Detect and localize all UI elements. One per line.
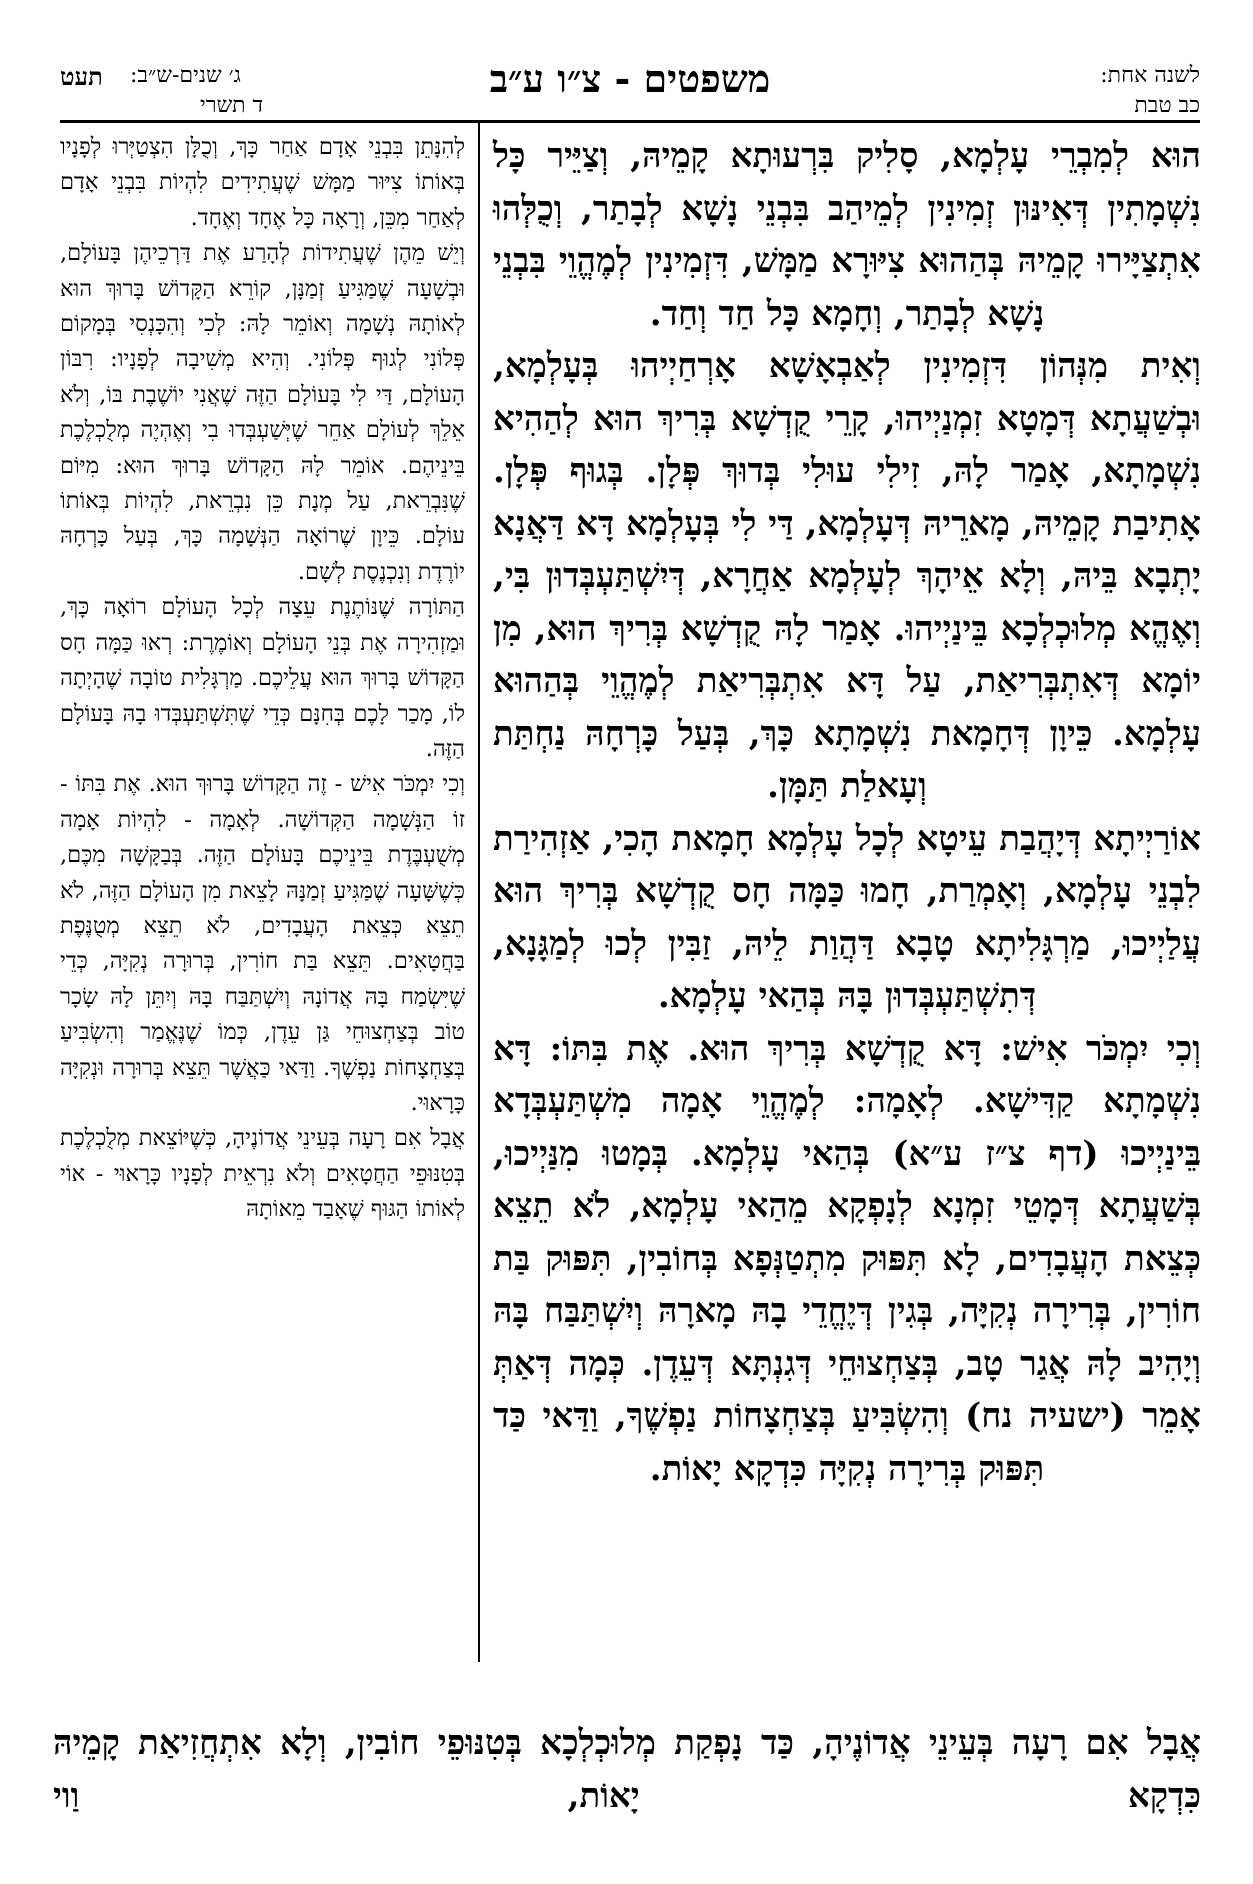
translation-paragraph: וְיֵשׁ מֵהֶן שֶׁעֲתִידוֹת לְהָרַע אֶת דַּרְכֵיהֶן בָּעוֹלָם, וּבְשָׁעָה שֶׁמַּגִּיעַ זְמַנָּן, קוֹרֵא הַקָּדוֹשׁ בָּרוּךְ הוּא לְאוֹתָהּ נְשָׁמָה וְאוֹמֵר לָהּ: לְכִי וְהִכָּנְסִי בְּמָקוֹם פְּלוֹנִי לְגוּף פְּלוֹנִי. וְהִיא מְשִׁיבָה לְפָנָיו: רִבּוֹן הָעוֹלָם, דַּי לִי בָּעוֹלָם הַזֶּה שֶׁאֲנִי יוֹשֶׁבֶת בּוֹ, וְלֹא אֵלֵךְ לְעוֹלָם אַחֵר שֶׁיְּשַׁעְבְּדוּ בִי וְאֶהְיֶה מְלֻכְלֶכֶת בֵּינֵיהֶם. אוֹמֵר לָהּ הַקָּדוֹשׁ בָּרוּךְ הוּא: מִיּוֹם שֶׁנִּבְרֵאת, עַל מְנָת כֵּן נִבְרֵאת, לִהְיוֹת בְּאוֹתוֹ עוֹלָם. כֵּיוָן שֶׁרוֹאָה הַנְּשָׁמָה כָּךְ, בְּעַל כָּרְחָהּ יוֹרֶדֶת וְנִכְנֶסֶת לְשָׁם. [60, 240, 465, 585]
translation-paragraph: הַתּוֹרָה שֶׁנּוֹתֶנֶת עֵצָה לְכָל הָעוֹלָם רוֹאָה כָּךְ, וּמַזְהִירָה אֶת בְּנֵי הָעוֹלָם וְאוֹמֶרֶת: רְאוּ כַּמָּה חָס הַקָּדוֹשׁ בָּרוּךְ הוּא עֲלֵיכֶם. מַרְגָּלִית טוֹבָה שֶׁהָיְתָה לוֹ, מָכַר לָכֶם בְּחִנָּם כְּדֵי שֶׁתִּשְׁתַּעְבְּדוּ בָהּ בָּעוֹלָם הַזֶּה. [60, 594, 465, 762]
main-paragraph: וְאִית מִנְּהוֹן דִּזְמִינִין לְאַבְאָשָׁא אָרְחַיְיהוּ בְּעָלְמָא, וּבְשַׁעֲתָא דְּמָטָא זִמְנַיְיהוּ, קָרֵי קֻדְשָׁא בְּרִיךְ הוּא לְהַהִיא נִשְׁמָתָא, אָמַר לָהּ, זִילִי עוּלִי בְּדוּךְ פְּלָן. בְּגוּף פְּלָן. אָתִיבַת קָמֵיהּ, מָארֵיהּ דְּעָלְמָא, דַּי לִי בְּעָלְמָא דָּא דַּאֲנָא יָתְבָא בֵּיהּ, וְלָא אֵיהָךְ לְעָלְמָא אַחֲרָא, דְּיִשְׁתַּעְבְּדוּן בִּי, וְאֶהֱא מְלוּכְלְכָא בֵּינַיְיהוּ. אָמַר לָהּ קֻדְשָׁא בְּרִיךְ הוּא, מִן יוֹמָא דְּאִתְבְּרִיאַת, עַל דָּא אִתְבְּרִיאַת לְמֶהֱוֵי בְּהַהוּא עָלְמָא. כֵּיוָן דְּחָמָאת נִשְׁמָתָא כָּךְ, בְּעַל כָּרְחָהּ נַחְתַּת וְעָאלַת תַּמָּן. [493, 346, 1201, 806]
bottom-paragraph: אֲבָל אִם רָעָה בְּעֵינֵי אֲדוֹנֶיהָ, כַּד נָפְקַת מְלוּכְלְכָא בְּטִנּוּפֵי חוֹבִין, וְלָא אִתְחֲזִיאַת קָמֵיהּ כִּדְקָא יָאוֹת, וַוי [53, 1723, 1201, 1816]
daily-study-label: לשנה אחת: [1100, 63, 1200, 88]
main-paragraph: הוּא לְמִבְרֵי עָלְמָא, סָלִיק בִּרְעוּתָא קָמֵיהּ, וְצַיֵּיר כָּל נִשְׁמָתִין דְּאִינּוּן זְמִינִין לְמֵיהַב בִּבְנֵי נָשָׁא לְבָתַר, וְכֻלְּהוּ אִתְצַיָּירוּ קָמֵיהּ בְּהַהוּא צִיּוּרָא מַמָּשׁ, דִּזְמִינִין לְמֶהֱוֵי בִּבְנֵי נָשָׁא לְבָתַר, וְחָמָא כָּל חַד וְחַד. [493, 136, 1201, 334]
cycle-date: ד תשרי [200, 93, 264, 118]
main-paragraph: וְכִי יִמְכֹּר אִישׁ: דָּא קֻדְשָׁא בְּרִיךְ הוּא. אֶת בִּתּוֹ: דָּא נִשְׁמָתָא קַדִּישָׁא. לְאָמָה: לְמֶהֱוֵי אָמָה מִשְׁתַּעְבְּדָא בֵּינַיְיכוּ (דף צ״ז ע״א) בְּהַאי עָלְמָא. בְּמָטוּ מִנַּיְיכוּ, בְּשַׁעֲתָא דְּמָטֵי זִמְנָא לְנָפְקָא מֵהַאי עָלְמָא, לֹא תֵצֵא כְּצֵאת הָעֲבָדִים, לָא תִּפּוּק מִתְטַנְּפָא בְּחוֹבִין, תִּפּוּק בַּת חוֹרִין, בְּרִירָה נְקִיָּה, בְּגִין דְּיֶחֱדֵי בָהּ מָארָהּ וְיִשְׁתַּבַּח בָּהּ וְיָהִיב לָהּ אֲגַר טָב, בְּצַחְצוּחֵי דְּגִנְתָּא דְּעֵדֶן. כְּמָה דְּאַתְּ אָמֵר (ישעיה נח) וְהִשְׂבִּיעַ בְּצַחְצָחוֹת נַפְשֶׁךָ, וַדַּאי כַּד תִּפּוּק בְּרִירָה נְקִיָּה כִּדְקָא יָאוֹת. [493, 1028, 1201, 1489]
cycle-label: ג׳ שנים-ש״ב: [130, 63, 241, 88]
daily-study-date: כב טבת [1134, 93, 1200, 118]
translation-column [60, 130, 465, 1228]
header-rule [60, 120, 1200, 123]
full-width-text [53, 1717, 1201, 1822]
page-header [60, 56, 1200, 116]
page-number: תעט [60, 62, 103, 91]
main-paragraph: אוֹרַיְיתָא דְּיָהֲבַת עֵיטָא לְכָל עָלְמָא חָמָאת הָכִי, אַזְהִירַת לִבְנֵי עָלְמָא, וְאָמְרַת, חָמוּ כַּמָּה חָס קֻדְשָׁא בְּרִיךְ הוּא עֲלַיְיכוּ, מַרְגָּלִיתָא טָבָא דַּהֲוַת לֵיהּ, זַבִּין לְכוּ לְמַגָּנָא, דְּתִשְׁתַּעְבְּדוּן בָּהּ בְּהַאי עָלְמָא. [493, 818, 1201, 1016]
translation-paragraph: וְכִי יִמְכֹּר אִישׁ - זֶה הַקָּדוֹשׁ בָּרוּךְ הוּא. אֶת בִּתּוֹ - זוֹ הַנְּשָׁמָה הַקְּדוֹשָׁה. לְאָמָה - לִהְיוֹת אָמָה מְשֻׁעְבֶּדֶת בֵּינֵיכֶם בָּעוֹלָם הַזֶּה. בְּבַקָּשָׁה מִכֶּם, כְּשֶׁשָּׁעָה שֶׁמַּגִּיעַ זְמַנָּהּ לָצֵאת מִן הָעוֹלָם הַזֶּה, לֹא תֵצֵא כְּצֵאת הָעֲבָדִים, לֹא תֵצֵא מְטֻנֶּפֶת בַּחֲטָאִים. תֵּצֵא בַּת חוֹרִין, בְּרוּרָה נְקִיָּה, כְּדֵי שֶׁיִּשְׂמַח בָּהּ אֲדוֹנָהּ וְיִשְׁתַּבַּח בָּהּ וְיִתֵּן לָהּ שָׂכָר טוֹב בְּצַחְצוּחֵי גַּן עֵדֶן, כְּמוֹ שֶׁנֶּאֱמַר וְהִשְׂבִּיעַ בְּצַחְצָחוֹת נַפְשֶׁךָ. וַדַּאי כַּאֲשֶׁר תֵּצֵא בְּרוּרָה וּנְקִיָּה כָּרָאוּי. [60, 771, 465, 1116]
translation-paragraph: לְהִנָּתֵן בִּבְנֵי אָדָם אַחַר כָּךְ, וְכֻלָּן הִצְטַיְּרוּ לְפָנָיו בְּאוֹתוֹ צִיּוּר מַמָּשׁ שֶׁעֲתִידִים לִהְיוֹת בִּבְנֵי אָדָם לְאַחַר מִכֵּן, וְרָאָה כָּל אֶחָד וְאֶחָד. [60, 134, 465, 231]
translation-paragraph: אֲבָל אִם רָעָה בְּעֵינֵי אֲדוֹנֶיהָ, כְּשֶׁיּוֹצֵאת מְלֻכְלֶכֶת בְּטִנּוּפֵי הַחֲטָאִים וְלֹא נִרְאֵית לְפָנָיו כָּרָאוּי - אוֹי לְאוֹתוֹ הַגּוּף שֶׁאָבַד מֵאוֹתָהּ [60, 1125, 465, 1223]
page-title: משפטים - צ״ו ע״ב [489, 56, 771, 101]
column-divider [478, 122, 480, 1662]
main-text-column [493, 130, 1201, 1495]
